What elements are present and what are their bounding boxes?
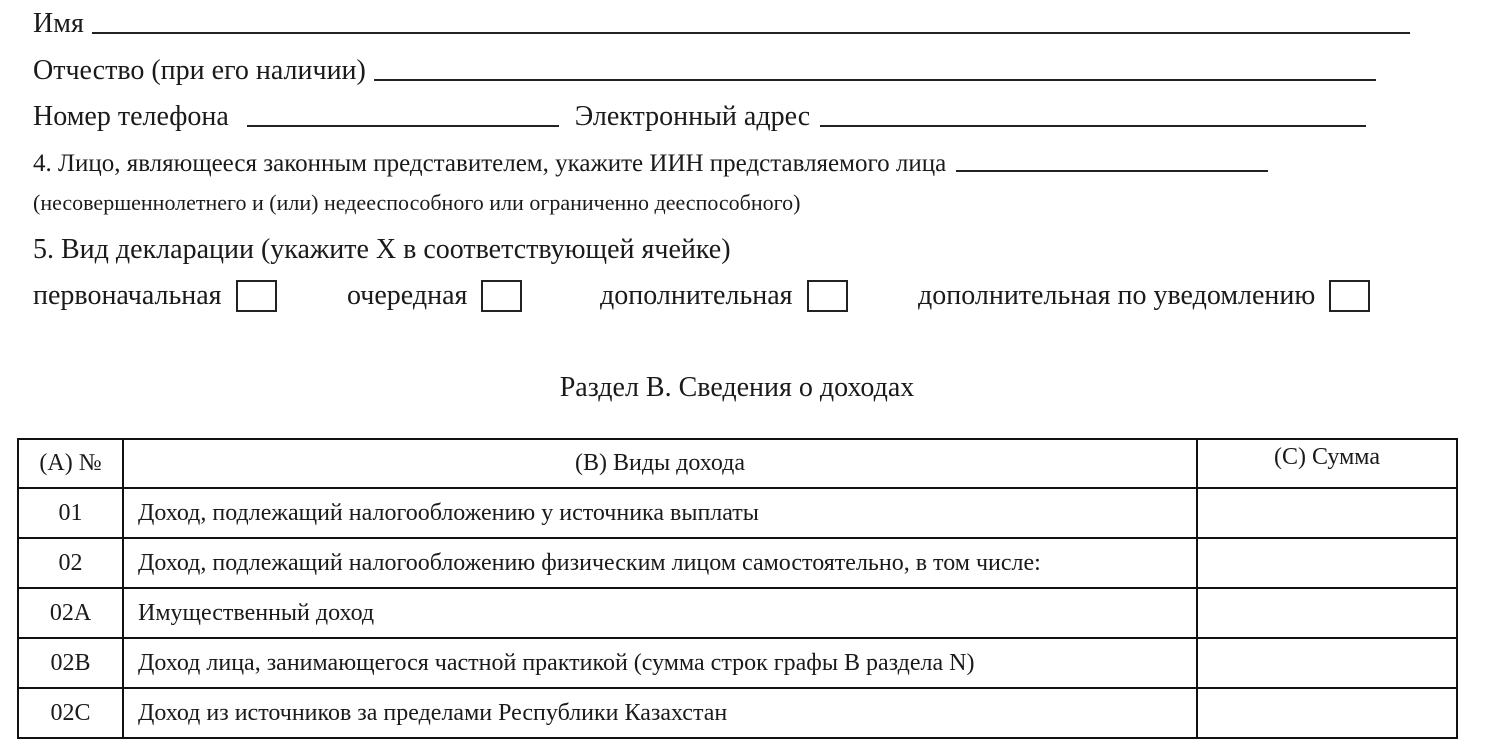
- patronymic-field[interactable]: [374, 79, 1376, 81]
- patronymic-row: [33, 55, 1376, 87]
- table-header-row: [18, 439, 1457, 488]
- declaration-title: 5. Вид декларации (укажите Х в соответствующей ячейке): [33, 234, 731, 265]
- row-desc: Доход, подлежащий налогообложению физическим лицом самостоятельно, в том числе:: [123, 538, 1197, 588]
- contact-row: [33, 101, 1366, 133]
- option-notification-label: дополнительная по уведомлению: [918, 280, 1316, 311]
- row-desc: Доход, подлежащий налогообложению у источника выплаты: [123, 488, 1197, 538]
- table-row: [18, 638, 1457, 688]
- header-num: (A) №: [18, 439, 123, 488]
- row-num: 02B: [18, 638, 123, 688]
- declaration-title-row: [33, 234, 731, 266]
- option-regular: [347, 280, 522, 312]
- option-additional-checkbox[interactable]: [807, 280, 848, 312]
- income-table: [17, 438, 1458, 739]
- name-label: Имя: [33, 8, 84, 39]
- phone-label: Номер телефона: [33, 101, 229, 132]
- option-initial: [33, 280, 277, 312]
- row-desc: Доход лица, занимающегося частной практикой (сумма строк графы B раздела N): [123, 638, 1197, 688]
- row-sum-cell[interactable]: [1197, 688, 1457, 738]
- patronymic-label: Отчество (при его наличии): [33, 55, 366, 86]
- representative-row: [33, 150, 1268, 178]
- phone-field[interactable]: [247, 125, 559, 127]
- row-num: 02: [18, 538, 123, 588]
- name-row: [33, 8, 1410, 40]
- option-notification: [918, 280, 1370, 312]
- representative-note: (несовершеннолетнего и (или) недееспособного или ограниченно дееспособного): [33, 190, 801, 215]
- header-sum: (C) Сумма: [1197, 439, 1457, 488]
- email-field[interactable]: [820, 125, 1366, 127]
- row-sum-cell[interactable]: [1197, 638, 1457, 688]
- option-regular-label: очередная: [347, 280, 468, 311]
- option-notification-checkbox[interactable]: [1329, 280, 1370, 312]
- row-num: 02C: [18, 688, 123, 738]
- option-regular-checkbox[interactable]: [481, 280, 522, 312]
- header-income-types: (B) Виды дохода: [123, 439, 1197, 488]
- option-additional-label: дополнительная: [600, 280, 793, 311]
- table-row: [18, 688, 1457, 738]
- row-desc: Имущественный доход: [123, 588, 1197, 638]
- row-num: 02A: [18, 588, 123, 638]
- row-sum-cell[interactable]: [1197, 488, 1457, 538]
- option-initial-checkbox[interactable]: [236, 280, 277, 312]
- table-row: [18, 538, 1457, 588]
- table-row: [18, 488, 1457, 538]
- representative-label: 4. Лицо, являющееся законным представителем, укажите ИИН представляемого лица: [33, 150, 947, 177]
- representative-note-row: [33, 190, 800, 216]
- option-additional: [600, 280, 848, 312]
- email-label: Электронный адрес: [574, 101, 811, 132]
- row-desc: Доход из источников за пределами Республики Казахстан: [123, 688, 1197, 738]
- row-sum-cell[interactable]: [1197, 588, 1457, 638]
- table-row: [18, 588, 1457, 638]
- section-title: Раздел B. Сведения о доходах: [559, 372, 915, 403]
- representative-iin-field[interactable]: [956, 170, 1268, 172]
- name-field[interactable]: [92, 32, 1410, 34]
- row-num: 01: [18, 488, 123, 538]
- option-initial-label: первоначальная: [33, 280, 222, 311]
- row-sum-cell[interactable]: [1197, 538, 1457, 588]
